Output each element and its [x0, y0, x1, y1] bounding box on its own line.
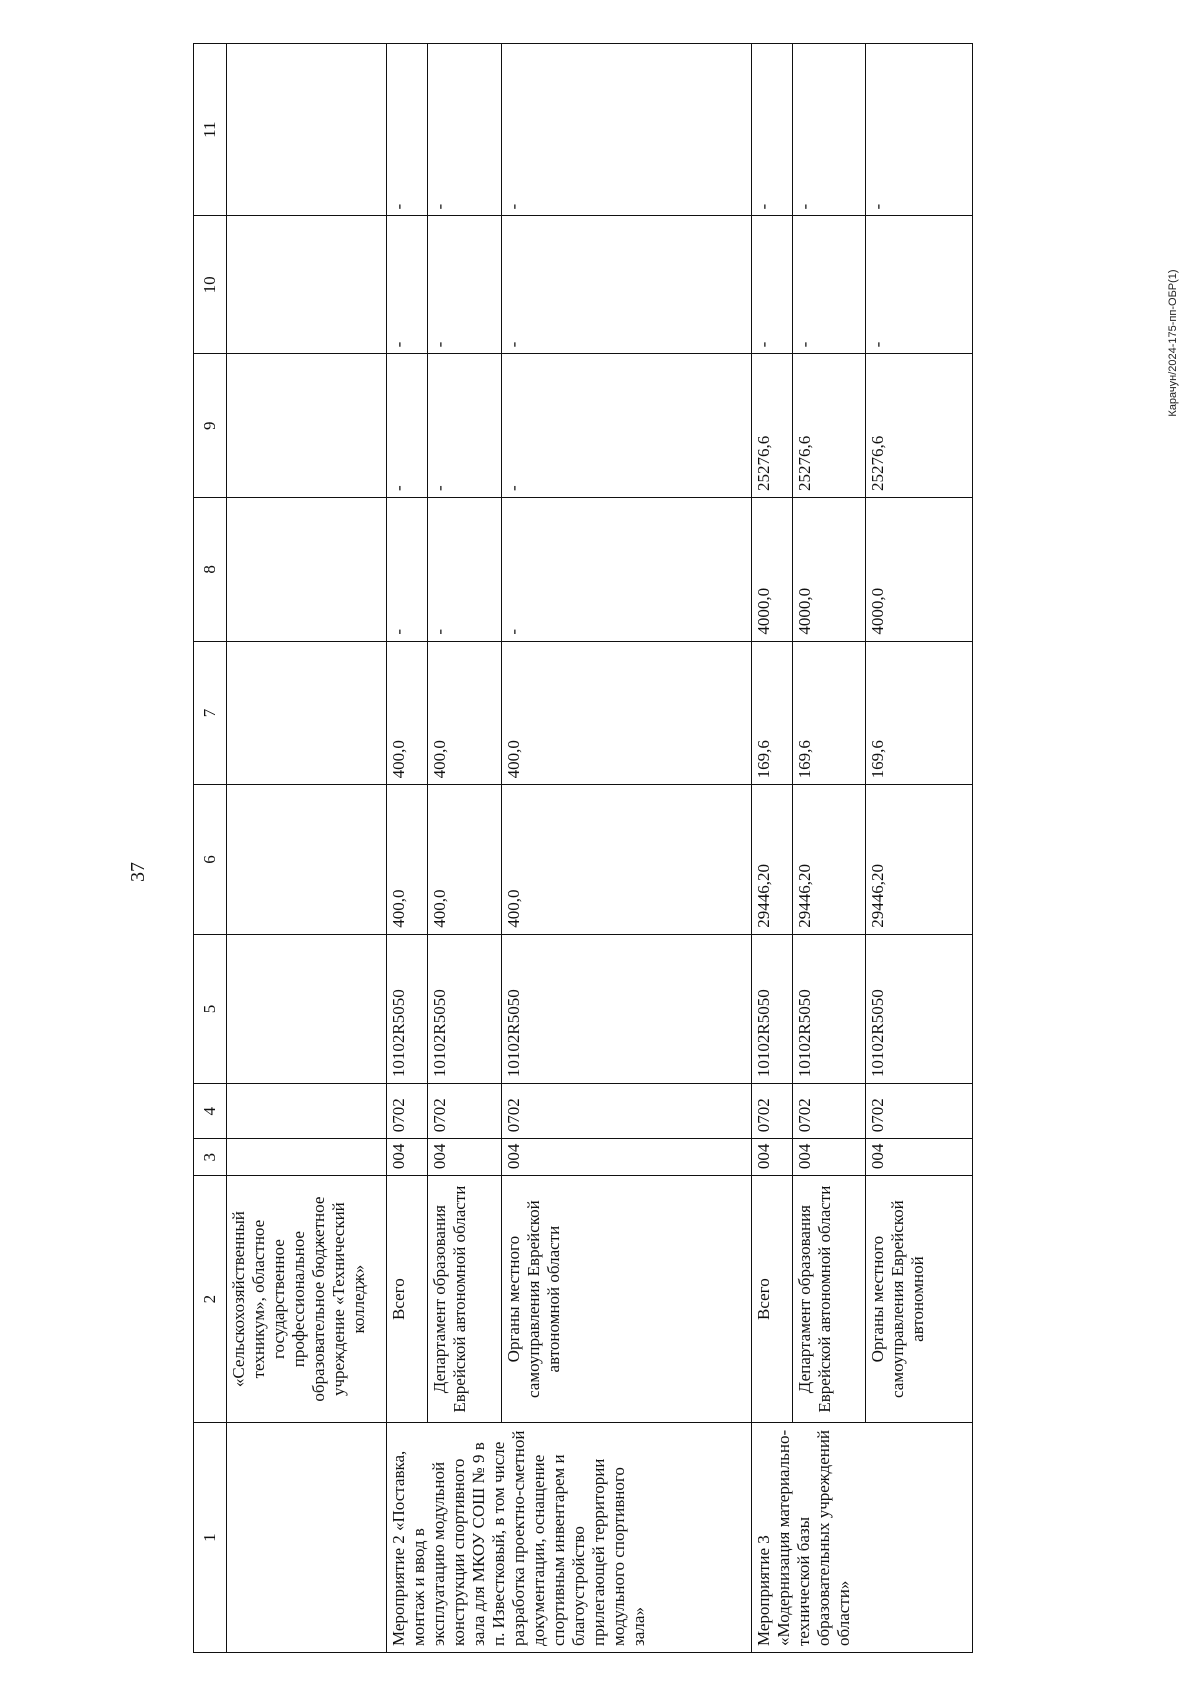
table-cell: 25276,6 [751, 354, 792, 498]
table-cell: 004 [866, 1139, 973, 1176]
table-cell: 0702 [792, 1084, 866, 1139]
executor-cell: Департамент образования Еврейской автономной области [427, 1176, 501, 1423]
table-cell: - [751, 216, 792, 354]
table-cell: 25276,6 [866, 354, 973, 498]
table-cell: 4000,0 [866, 498, 973, 642]
table-cell [227, 1423, 387, 1653]
table-row [427, 44, 501, 1653]
table-cell: - [751, 44, 792, 216]
executor-cell: Всего [387, 1176, 428, 1423]
table-cell: 004 [427, 1139, 501, 1176]
table-cell: - [387, 216, 428, 354]
table-cell: 29446,20 [866, 785, 973, 934]
table-cell [227, 216, 387, 354]
executor-cell: Органы местного самоуправления Еврейской автономной [866, 1176, 973, 1423]
executor-cell: Органы местного самоуправления Еврейской автономной области [501, 1176, 751, 1423]
header-cell: 5 [194, 934, 227, 1083]
header-cell: 7 [194, 641, 227, 785]
table-cell: 10102R5050 [501, 934, 751, 1083]
table-cell [227, 785, 387, 934]
table-cell: 10102R5050 [387, 934, 428, 1083]
header-cell: 9 [194, 354, 227, 498]
table-cell: 10102R5050 [792, 934, 866, 1083]
table-cell: 0702 [501, 1084, 751, 1139]
table-cell [227, 934, 387, 1083]
document-code: Карачун/2024-175-пп-ОБР(1) [1167, 269, 1179, 417]
table-cell: 400,0 [501, 641, 751, 785]
table-row [387, 44, 428, 1653]
header-row [194, 44, 227, 1653]
table-cell: - [427, 354, 501, 498]
table-cell: 10102R5050 [427, 934, 501, 1083]
header-cell: 6 [194, 785, 227, 934]
table-cell: - [387, 354, 428, 498]
table-cell: 004 [387, 1139, 428, 1176]
table-row [501, 44, 751, 1653]
table-cell: - [792, 44, 866, 216]
page-number: 37 [127, 862, 149, 882]
executor-cell: Департамент образования Еврейской автономной области [792, 1176, 866, 1423]
table-cell: 169,6 [792, 641, 866, 785]
table-row [227, 44, 387, 1653]
table-cell: 400,0 [427, 785, 501, 934]
table-cell [227, 354, 387, 498]
table-cell: 0702 [866, 1084, 973, 1139]
table-cell: - [427, 44, 501, 216]
table-cell: - [501, 216, 751, 354]
table-cell: 10102R5050 [751, 934, 792, 1083]
header-cell: 11 [194, 44, 227, 216]
table-row [751, 44, 792, 1653]
table-cell: - [501, 44, 751, 216]
table-cell: - [866, 216, 973, 354]
table-cell: 004 [751, 1139, 792, 1176]
table-cell: 0702 [387, 1084, 428, 1139]
table-cell: 29446,20 [792, 785, 866, 934]
table-cell: - [387, 498, 428, 642]
table-cell: 25276,6 [792, 354, 866, 498]
header-cell: 2 [194, 1176, 227, 1423]
table-row [866, 44, 973, 1653]
table-cell: 004 [501, 1139, 751, 1176]
table-cell: 400,0 [501, 785, 751, 934]
table-cell: - [427, 216, 501, 354]
table-cell: - [866, 44, 973, 216]
table-cell [227, 1139, 387, 1176]
header-cell: 8 [194, 498, 227, 642]
table-cell [227, 44, 387, 216]
activity-cell: Мероприятие 2 «Поставка, монтаж и ввод в эксплуатацию модульной конструкции спортивного зала для МКОУ СОШ № 9 в п. Известковый, в том числе разработка проектно-сметной документации, оснащение спортивным инвентарем и благоустройство прилегающей территории модульного спортивного зала» [387, 1423, 752, 1653]
table-cell: - [427, 498, 501, 642]
activity-cell: Мероприятие 3 «Модернизация материально-технической базы образовательных учреждений области» [751, 1423, 972, 1653]
table-cell: 004 [792, 1139, 866, 1176]
rotated-table-container [193, 43, 973, 1653]
table-cell: 4000,0 [792, 498, 866, 642]
executor-cell: Всего [751, 1176, 792, 1423]
table-cell: 400,0 [387, 641, 428, 785]
table-cell: - [501, 498, 751, 642]
table-cell: 0702 [751, 1084, 792, 1139]
header-cell: 10 [194, 216, 227, 354]
table-cell: 10102R5050 [866, 934, 973, 1083]
table-cell [227, 1084, 387, 1139]
table-cell: 169,6 [866, 641, 973, 785]
table-cell: 29446,20 [751, 785, 792, 934]
table-cell: 400,0 [387, 785, 428, 934]
table-cell: 4000,0 [751, 498, 792, 642]
program-activities-table [193, 43, 973, 1653]
table-cell: 400,0 [427, 641, 501, 785]
executor-cell: «Сельскохозяйственный техникум», областное государственное профессиональное образовательное бюджетное учреждение «Технический колледж» [227, 1176, 387, 1423]
table-cell: - [387, 44, 428, 216]
header-cell: 1 [194, 1423, 227, 1653]
table-cell: - [501, 354, 751, 498]
table-cell: 169,6 [751, 641, 792, 785]
table-cell [227, 498, 387, 642]
table-cell: - [792, 216, 866, 354]
header-cell: 4 [194, 1084, 227, 1139]
table-cell: 0702 [427, 1084, 501, 1139]
table-cell [227, 641, 387, 785]
header-cell: 3 [194, 1139, 227, 1176]
table-row [792, 44, 866, 1653]
